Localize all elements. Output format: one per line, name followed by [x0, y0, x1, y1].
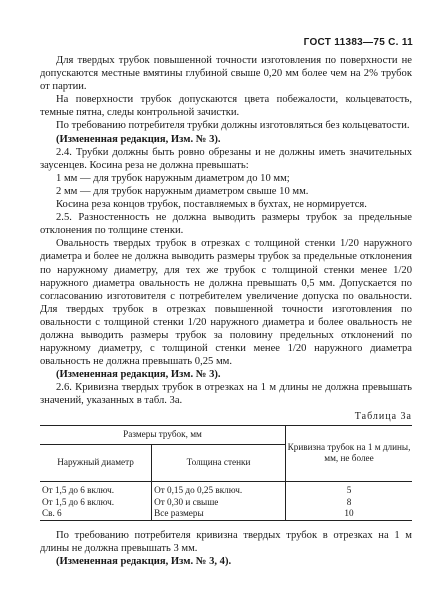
curvature-table: [40, 425, 412, 521]
table-cell: От 1,5 до 6 включ.: [40, 497, 152, 509]
table-row: [40, 508, 412, 520]
table-group-header: Размеры трубок, мм: [40, 425, 286, 444]
table-header-diameter: Наружный диаметр: [40, 444, 152, 481]
paragraph: 1 мм — для трубок наружным диаметром до 10 мм;: [56, 172, 290, 184]
table-title: Таблица 3а: [354, 410, 412, 422]
table-cell: 8: [346, 496, 352, 507]
table-cell: 5: [346, 485, 352, 496]
table-cell: 10: [286, 508, 413, 520]
paragraph: 2.5. Разностенность не должна выводить размеры трубок за предельные отклонения по толщине стенки.: [40, 212, 412, 237]
table-row: [40, 497, 412, 509]
paragraph: 2.4. Трубки должны быть ровно обрезаны и не должны иметь значительных заусенцев. Косина реза не должна превышать:: [40, 146, 412, 171]
paragraph: Для твердых трубок повышенной точности изготовления по поверхности не допускаются местные вмятины глубиной свыше 0,20 мм более чем на 2% трубок от партии.: [40, 55, 412, 93]
page-header: ГОСТ 11383—75 С. 11: [303, 37, 413, 48]
paragraph: На поверхности трубок допускаются цвета побежалости, кольцеватость, темные пятна, следы контрольной зачистки.: [40, 94, 412, 119]
table-cell: От 0,30 и свыше: [152, 497, 286, 509]
table-cell: От 1,5 до 6 включ.: [40, 485, 152, 497]
table-cell: Св. 6: [40, 508, 152, 520]
table-row: [40, 485, 412, 497]
paragraph: Косина реза концов трубок, поставляемых в бухтах, не нормируется.: [56, 199, 367, 211]
paragraph: 2.6. Кривизна твердых трубок в отрезках на 1 м длины не должна превышать значений, указанных в табл. 3а.: [40, 382, 412, 407]
document-body: [40, 54, 412, 568]
amendment-note: (Измененная редакция, Изм. № 3, 4).: [56, 555, 232, 567]
amendment-note: (Измененная редакция, Изм. № 3).: [56, 369, 221, 381]
table-header-curvature: Кривизна трубок на 1 м длины, мм, не более: [286, 425, 413, 481]
table-header-wall: Толщина стенки: [152, 444, 286, 481]
table-cell: Все размеры: [152, 508, 286, 520]
table-cell: От 0,15 до 0,25 включ.: [152, 485, 286, 497]
paragraph: 2 мм — для трубок наружным диаметром свыше 10 мм.: [56, 185, 309, 197]
paragraph: По требованию потребителя кривизна твердых трубок в отрезках на 1 м длины не должна превышать 3 мм.: [40, 529, 412, 554]
paragraph: Овальность твердых трубок в отрезках с толщиной стенки 1/20 наружного диаметра и более не должна выводить размеры трубок за предельные отклонения по наружному диаметру, для тех же трубок с толщиной стенки менее 1/20 наружного диаметра овальность не должна превышать 0,5 мм. Допускается по согласованию изготовителя с потребителем увеличение допуска по овальности. Для твердых трубок в отрезках повышенной точности изготовления по овальности с толщиной стенки 1/20 наружного диаметра и более овальность не должна выводить размеры трубок за половину предельных отклонений по наружному диаметру, с толщиной стенки менее 1/20 наружного диаметра овальность не должна превышать 0,25 мм.: [40, 238, 412, 368]
amendment-note: (Измененная редакция, Изм. № 3).: [56, 133, 221, 145]
paragraph: По требованию потребителя трубки должны изготовляться без кольцеватости.: [56, 120, 410, 132]
